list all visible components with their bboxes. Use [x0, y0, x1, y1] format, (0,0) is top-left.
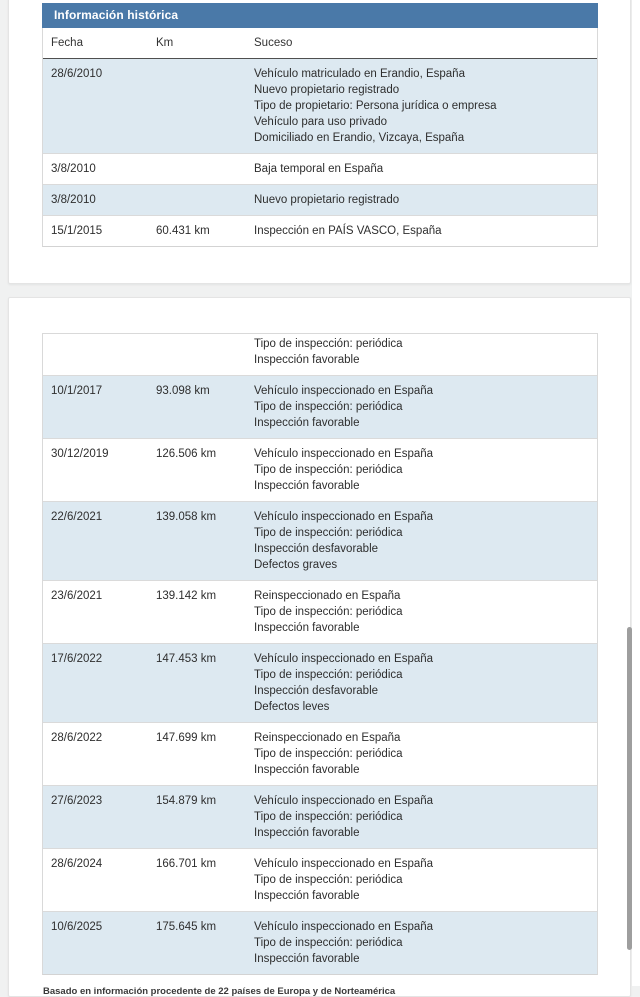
suceso-line: Inspección favorable — [254, 764, 360, 776]
suceso-line: Inspección favorable — [254, 827, 360, 839]
suceso-line: Nuevo propietario registrado — [254, 194, 400, 206]
suceso-line: Inspección favorable — [254, 622, 360, 634]
suceso-line: Inspección desfavorable — [254, 543, 379, 555]
history-card-top — [8, 0, 631, 284]
suceso-line: Vehículo inspeccionado en España — [254, 795, 434, 807]
suceso-line: Tipo de inspección: periódica — [254, 464, 403, 476]
cell-km: 147.453 km — [156, 653, 217, 665]
cell-km: 154.879 km — [156, 795, 217, 807]
suceso-line: Tipo de inspección: periódica — [254, 811, 403, 823]
data-sources-note: Basado en información procedente de 22 países de Europa y de Norteamérica — [43, 986, 396, 997]
table-row — [43, 153, 597, 184]
suceso-line: Vehículo inspeccionado en España — [254, 653, 434, 665]
cell-fecha: 10/6/2025 — [51, 921, 103, 933]
suceso-line: Tipo de inspección: periódica — [254, 606, 403, 618]
table-row — [43, 438, 597, 501]
cell-km: 139.142 km — [156, 590, 217, 602]
suceso-line: Tipo de inspección: periódica — [254, 937, 403, 949]
suceso-line: Inspección en PAÍS VASCO, España — [254, 225, 442, 237]
cell-fecha: 30/12/2019 — [51, 448, 109, 460]
cell-fecha: 28/6/2022 — [51, 732, 103, 744]
cell-km: 175.645 km — [156, 921, 217, 933]
table-body-top — [43, 59, 597, 246]
cell-km: 166.701 km — [156, 858, 217, 870]
table-body-bottom — [43, 334, 597, 974]
cell-suceso — [246, 644, 597, 722]
suceso-line: Inspección favorable — [254, 480, 360, 492]
suceso-line: Inspección favorable — [254, 417, 360, 429]
suceso-line: Vehículo matriculado en Erandio, España — [254, 68, 465, 80]
cell-fecha: 23/6/2021 — [51, 590, 103, 602]
scrollbar-track — [632, 0, 640, 986]
cell-km: 139.058 km — [156, 511, 217, 523]
suceso-line: Baja temporal en España — [254, 163, 384, 175]
suceso-line: Tipo de inspección: periódica — [254, 338, 403, 350]
cell-fecha: 10/1/2017 — [51, 385, 103, 397]
suceso-line: Reinspeccionado en España — [254, 732, 401, 744]
suceso-line: Tipo de inspección: periódica — [254, 527, 403, 539]
suceso-line: Inspección desfavorable — [254, 685, 379, 697]
suceso-line: Defectos leves — [254, 701, 330, 713]
column-header-fecha: Fecha — [51, 37, 83, 49]
table-row — [43, 375, 597, 438]
table-row — [43, 184, 597, 215]
suceso-line: Inspección favorable — [254, 354, 360, 366]
table-row — [43, 643, 597, 722]
suceso-line: Defectos graves — [254, 559, 338, 571]
history-card-bottom — [8, 297, 631, 997]
suceso-line: Tipo de inspección: periódica — [254, 748, 403, 760]
panel-title: Información histórica — [42, 3, 598, 28]
cell-km — [151, 185, 246, 215]
suceso-line: Inspección favorable — [254, 890, 360, 902]
table-row — [43, 334, 597, 375]
suceso-line: Tipo de inspección: periódica — [254, 401, 403, 413]
suceso-line: Vehículo inspeccionado en España — [254, 511, 434, 523]
cell-suceso — [246, 502, 597, 580]
cell-suceso — [246, 376, 597, 438]
column-header-suceso: Suceso — [254, 37, 293, 49]
history-table — [42, 28, 598, 247]
suceso-line: Vehículo inspeccionado en España — [254, 385, 434, 397]
cell-km: 147.699 km — [156, 732, 217, 744]
table-row — [43, 722, 597, 785]
cell-suceso — [246, 439, 597, 501]
suceso-line: Vehículo inspeccionado en España — [254, 448, 434, 460]
cell-fecha: 22/6/2021 — [51, 511, 103, 523]
cell-fecha: 3/8/2010 — [51, 194, 96, 206]
table-row — [43, 215, 597, 246]
cell-fecha — [43, 334, 151, 375]
cell-km: 93.098 km — [156, 385, 210, 397]
cell-suceso — [246, 723, 597, 785]
suceso-line: Reinspeccionado en España — [254, 590, 401, 602]
table-row — [43, 580, 597, 643]
cell-suceso — [246, 849, 597, 911]
suceso-line: Inspección favorable — [254, 953, 360, 965]
cell-fecha: 15/1/2015 — [51, 225, 103, 237]
table-row — [43, 848, 597, 911]
cell-suceso — [246, 581, 597, 643]
cell-fecha: 27/6/2023 — [51, 795, 103, 807]
suceso-line: Vehículo inspeccionado en España — [254, 858, 434, 870]
cell-fecha: 17/6/2022 — [51, 653, 103, 665]
cell-km — [151, 59, 246, 153]
cell-km: 126.506 km — [156, 448, 217, 460]
cell-fecha: 28/6/2024 — [51, 858, 103, 870]
scrollbar-thumb[interactable] — [627, 627, 632, 950]
table-row — [43, 785, 597, 848]
cell-suceso — [246, 185, 597, 215]
cell-suceso — [246, 786, 597, 848]
suceso-line: Tipo de inspección: periódica — [254, 874, 403, 886]
cell-suceso — [246, 59, 597, 153]
history-table-continued — [42, 333, 598, 975]
cell-suceso — [246, 216, 597, 246]
suceso-line: Nuevo propietario registrado — [254, 84, 400, 96]
cell-fecha: 3/8/2010 — [51, 163, 96, 175]
suceso-line: Tipo de propietario: Persona jurídica o empresa — [254, 100, 497, 112]
suceso-line: Vehículo inspeccionado en España — [254, 921, 434, 933]
suceso-line: Tipo de inspección: periódica — [254, 669, 403, 681]
table-header-row — [43, 28, 597, 59]
cell-fecha: 28/6/2010 — [51, 68, 103, 80]
cell-suceso — [246, 154, 597, 184]
cell-suceso — [246, 334, 597, 375]
cell-km: 60.431 km — [156, 225, 210, 237]
cell-suceso — [246, 912, 597, 974]
table-row — [43, 501, 597, 580]
table-row — [43, 59, 597, 153]
suceso-line: Vehículo para uso privado — [254, 116, 387, 128]
suceso-line: Domiciliado en Erandio, Vizcaya, España — [254, 132, 465, 144]
column-header-km: Km — [156, 37, 174, 49]
cell-km — [151, 334, 246, 375]
cell-km — [151, 154, 246, 184]
table-row — [43, 911, 597, 974]
